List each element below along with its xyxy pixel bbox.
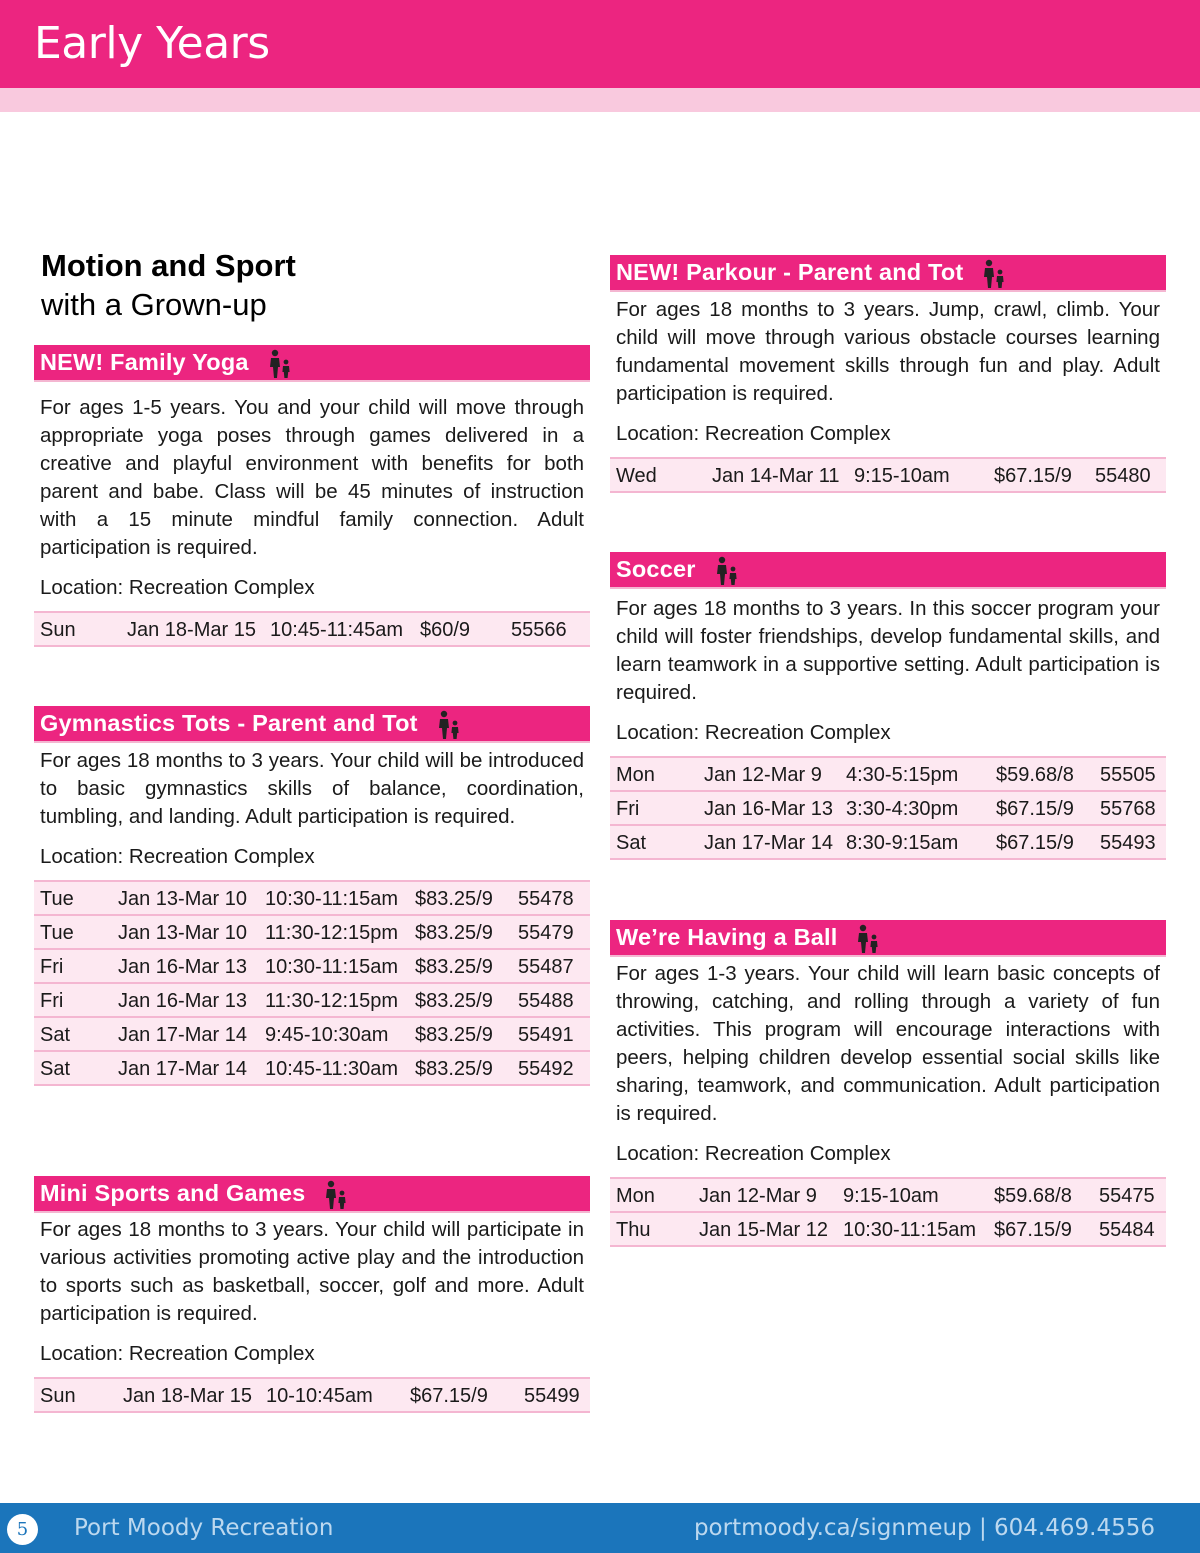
section-heading [41, 248, 296, 326]
session-code: 55493 [1100, 832, 1156, 854]
session-day: Wed [616, 465, 657, 487]
session-fee: $59.68/8 [996, 764, 1074, 786]
session-day: Fri [40, 990, 64, 1012]
session-dates: Jan 13-Mar 10 [118, 922, 247, 944]
table-row [610, 1213, 1166, 1247]
program-location: Location: Recreation Complex [616, 1142, 891, 1165]
program-location: Location: Recreation Complex [616, 422, 891, 445]
table-row [610, 1179, 1166, 1213]
session-time: 8:30-9:15am [846, 832, 959, 854]
table-row [610, 792, 1166, 826]
parent-child-icon [436, 710, 462, 740]
session-time: 10-10:45am [266, 1385, 373, 1407]
session-time: 9:45-10:30am [265, 1024, 389, 1046]
session-fee: $83.25/9 [415, 888, 493, 910]
page-number: 5 [7, 1514, 38, 1545]
session-dates: Jan 18-Mar 15 [123, 1385, 252, 1407]
schedule-table [34, 880, 590, 1086]
session-time: 9:15-10am [843, 1185, 939, 1207]
session-day: Tue [40, 888, 74, 910]
schedule-table [610, 457, 1166, 493]
schedule-table [610, 756, 1166, 860]
table-row [610, 826, 1166, 860]
parent-child-icon [267, 349, 293, 379]
header-stripe [0, 88, 1200, 112]
schedule-table [34, 611, 590, 647]
session-code: 55475 [1099, 1185, 1155, 1207]
session-fee: $67.15/9 [996, 798, 1074, 820]
program-parkour [610, 255, 1166, 493]
session-time: 11:30-12:15pm [265, 922, 399, 944]
session-fee: $60/9 [420, 619, 471, 641]
session-day: Fri [616, 798, 640, 820]
program-location: Location: Recreation Complex [40, 1342, 315, 1365]
program-title-bar [610, 552, 1166, 589]
session-time: 10:30-11:15am [265, 888, 399, 910]
session-dates: Jan 17-Mar 14 [118, 1024, 247, 1046]
program-description: For ages 18 months to 3 years. Your child will participate in various activities promoting active play and the introduction to sports such as basketball, soccer, golf and more. Adult participation is required. [40, 1218, 584, 1325]
table-row [34, 1379, 590, 1413]
page-title: Early Years [34, 18, 270, 69]
program-description: For ages 18 months to 3 years. In this soccer program your child will foster friendships, develop fundamental skills, and learn teamwork in a supportive setting. Adult participation is required. [616, 597, 1160, 704]
session-day: Thu [616, 1219, 651, 1241]
session-code: 55480 [1095, 465, 1151, 487]
program-title: Mini Sports and Games [40, 1180, 306, 1206]
parent-child-icon [714, 556, 740, 586]
session-time: 10:45-11:45am [270, 619, 404, 641]
table-row [34, 916, 590, 950]
program-description: For ages 18 months to 3 years. Jump, crawl, climb. Your child will move through various obstacle courses learning fundamental movement skills through fun and play. Adult participation is required. [616, 298, 1160, 405]
session-fee: $67.15/9 [410, 1385, 488, 1407]
parent-child-icon [323, 1180, 349, 1210]
session-day: Sun [40, 1385, 76, 1407]
program-title-bar [34, 706, 590, 743]
session-code: 55566 [511, 619, 567, 641]
schedule-table [34, 1377, 590, 1413]
session-dates: Jan 15-Mar 12 [699, 1219, 828, 1241]
section-subtitle: with a Grown-up [41, 287, 267, 322]
parent-child-icon [855, 924, 881, 954]
program-description: For ages 1-3 years. Your child will learn basic concepts of throwing, catching, and rolling through a variety of fun activities. This program will encourage interactions with peers, helping children develop essential social skills like sharing, teamwork, and communication. Adult participation is required. [616, 962, 1160, 1125]
footer-bar [0, 1503, 1200, 1553]
program-title-bar [610, 920, 1166, 957]
session-day: Sat [616, 832, 647, 854]
session-code: 55478 [518, 888, 574, 910]
session-dates: Jan 17-Mar 14 [118, 1058, 247, 1080]
program-title: Gymnastics Tots - Parent and Tot [40, 710, 418, 736]
session-day: Mon [616, 1185, 655, 1207]
parent-child-icon [981, 259, 1007, 289]
session-day: Fri [40, 956, 64, 978]
session-code: 55768 [1100, 798, 1156, 820]
session-code: 55499 [524, 1385, 580, 1407]
session-time: 10:30-11:15am [265, 956, 399, 978]
schedule-table [610, 1177, 1166, 1247]
session-dates: Jan 13-Mar 10 [118, 888, 247, 910]
footer-organization: Port Moody Recreation [74, 1515, 334, 1541]
session-dates: Jan 14-Mar 11 [712, 465, 840, 487]
program-location: Location: Recreation Complex [616, 721, 891, 744]
session-day: Tue [40, 922, 74, 944]
table-row [610, 459, 1166, 493]
session-time: 4:30-5:15pm [846, 764, 959, 786]
session-time: 3:30-4:30pm [846, 798, 959, 820]
table-row [34, 613, 590, 647]
table-row [34, 950, 590, 984]
session-code: 55492 [518, 1058, 574, 1080]
program-title: Soccer [616, 556, 696, 582]
session-dates: Jan 18-Mar 15 [127, 619, 256, 641]
program-mini-sports [34, 1176, 590, 1413]
session-time: 10:45-11:30am [265, 1058, 399, 1080]
table-row [34, 984, 590, 1018]
program-location: Location: Recreation Complex [40, 576, 315, 599]
session-code: 55505 [1100, 764, 1156, 786]
session-dates: Jan 17-Mar 14 [704, 832, 833, 854]
session-time: 11:30-12:15pm [265, 990, 399, 1012]
session-fee: $67.15/9 [994, 1219, 1072, 1241]
session-code: 55479 [518, 922, 574, 944]
table-row [610, 758, 1166, 792]
program-title: NEW! Family Yoga [40, 349, 249, 375]
session-fee: $83.25/9 [415, 1058, 493, 1080]
session-day: Sun [40, 619, 76, 641]
session-fee: $83.25/9 [415, 922, 493, 944]
session-code: 55488 [518, 990, 574, 1012]
session-time: 10:30-11:15am [843, 1219, 977, 1241]
session-dates: Jan 16-Mar 13 [118, 956, 247, 978]
header-banner [0, 0, 1200, 88]
table-row [34, 1052, 590, 1086]
session-day: Sat [40, 1024, 71, 1046]
session-day: Mon [616, 764, 655, 786]
program-title: NEW! Parkour - Parent and Tot [616, 259, 964, 285]
session-dates: Jan 12-Mar 9 [699, 1185, 817, 1207]
session-fee: $67.15/9 [996, 832, 1074, 854]
session-dates: Jan 16-Mar 13 [118, 990, 247, 1012]
session-day: Sat [40, 1058, 71, 1080]
footer-contact: portmoody.ca/signmeup | 604.469.4556 [693, 1515, 1155, 1541]
session-fee: $83.25/9 [415, 956, 493, 978]
program-having-a-ball [610, 920, 1166, 1247]
session-fee: $59.68/8 [994, 1185, 1072, 1207]
program-soccer [610, 552, 1166, 860]
program-gymnastics-tots [34, 706, 590, 1086]
session-code: 55491 [518, 1024, 574, 1046]
session-dates: Jan 12-Mar 9 [704, 764, 822, 786]
section-title: Motion and Sport [41, 248, 296, 283]
program-title-bar [34, 1176, 590, 1213]
program-title-bar [610, 255, 1166, 292]
program-title-bar [34, 345, 590, 382]
session-fee: $83.25/9 [415, 990, 493, 1012]
program-family-yoga [34, 345, 590, 647]
session-code: 55487 [518, 956, 574, 978]
session-dates: Jan 16-Mar 13 [704, 798, 833, 820]
program-location: Location: Recreation Complex [40, 845, 315, 868]
table-row [34, 1018, 590, 1052]
table-row [34, 882, 590, 916]
session-code: 55484 [1099, 1219, 1155, 1241]
session-time: 9:15-10am [854, 465, 950, 487]
program-title: We’re Having a Ball [616, 924, 838, 950]
program-description: For ages 18 months to 3 years. Your child will be introduced to basic gymnastics skills of balance, coordination, tumbling, and landing. Adult participation is required. [40, 749, 584, 828]
session-fee: $67.15/9 [994, 465, 1072, 487]
session-fee: $83.25/9 [415, 1024, 493, 1046]
program-description: For ages 1-5 years. You and your child will move through appropriate yoga poses through games delivered in a creative and playful environment with benefits for both parent and babe. Class will be 45 minutes of instruction with a 15 minute mindful family connection. Adult participation is required. [40, 396, 584, 559]
